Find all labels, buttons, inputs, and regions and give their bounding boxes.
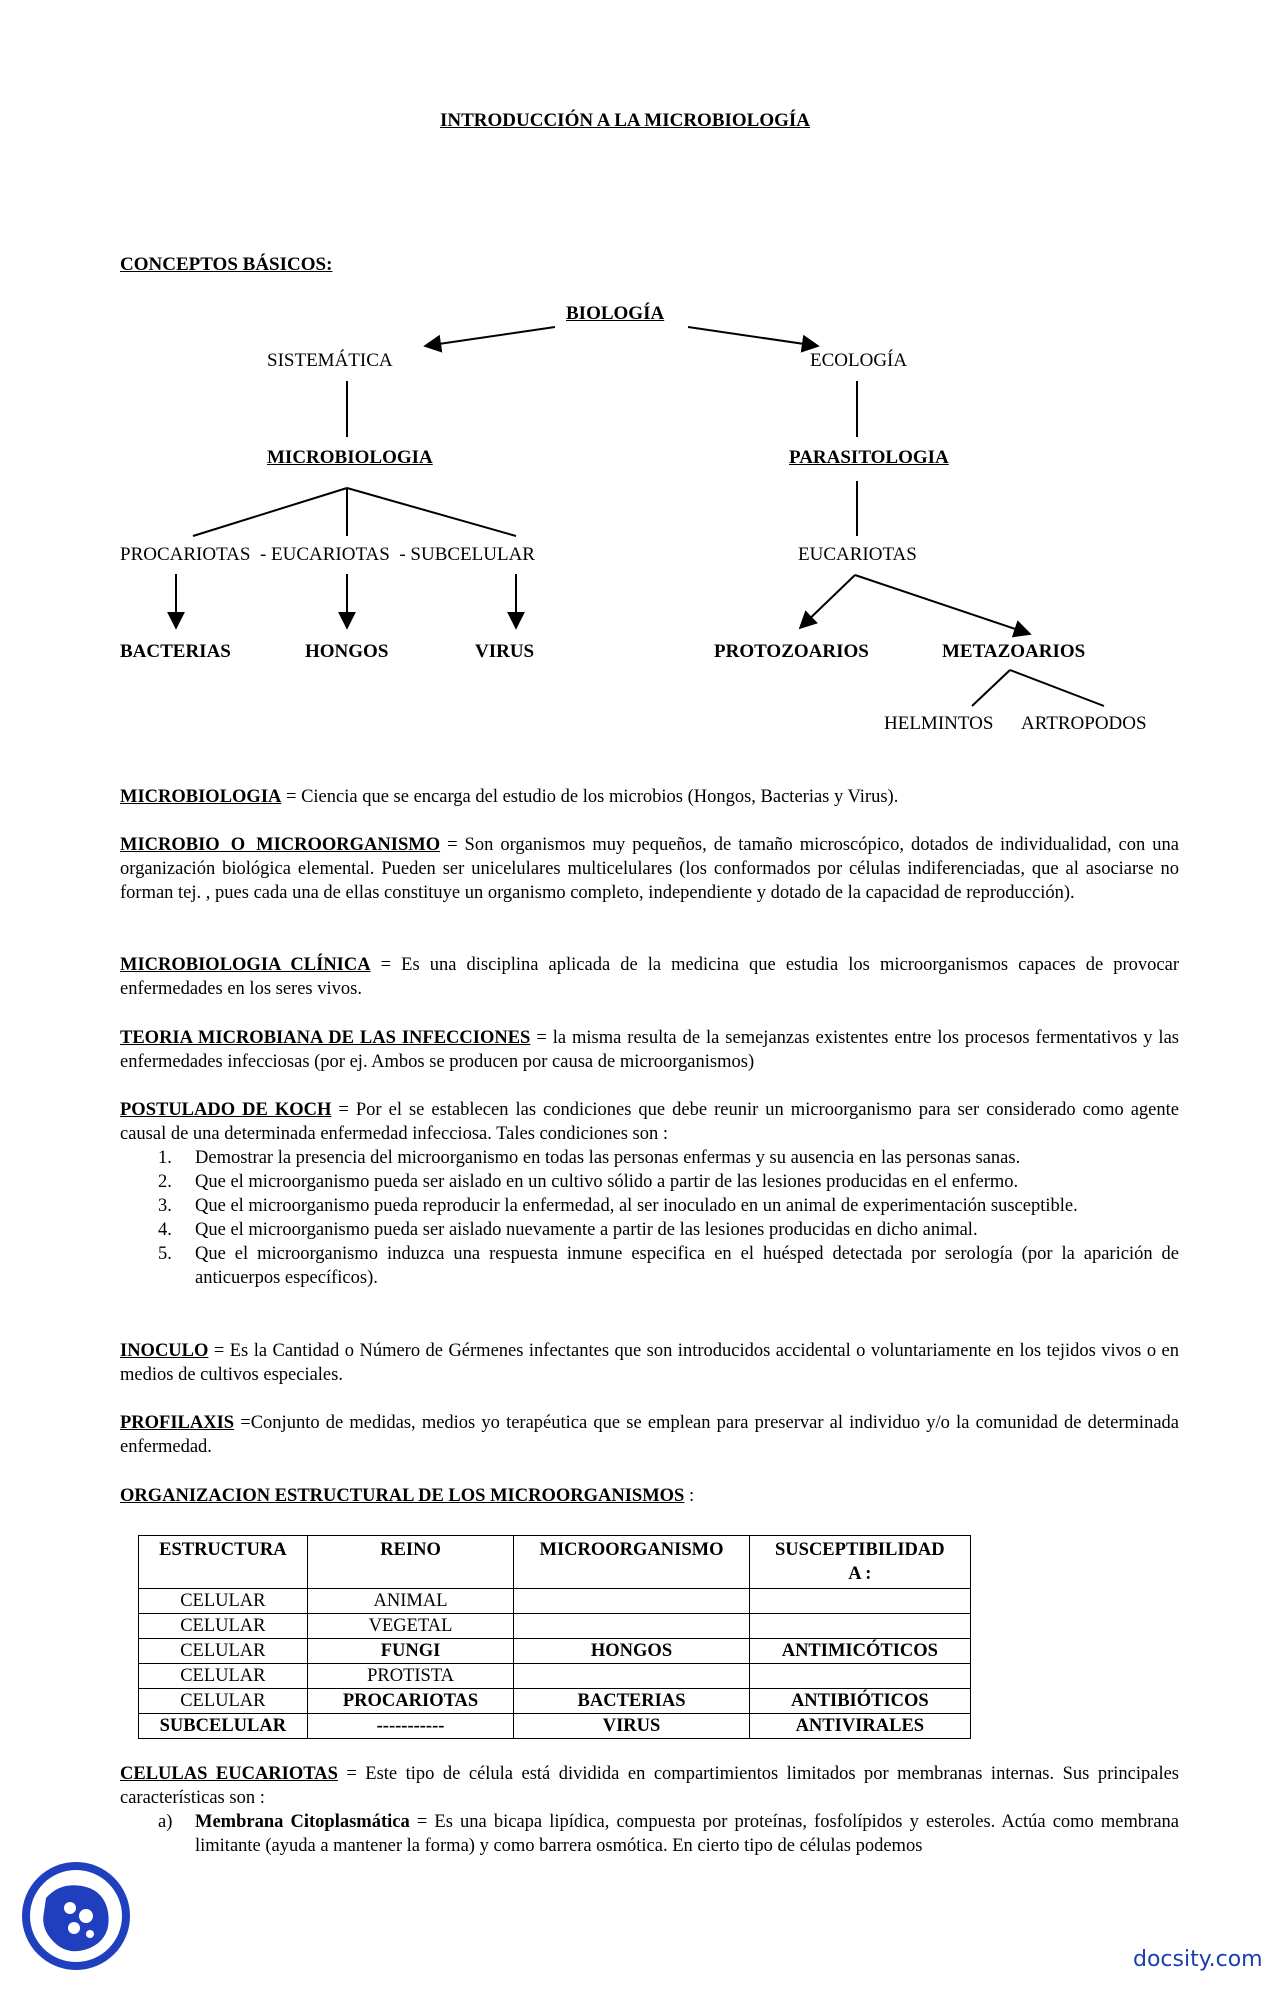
cell: CELULAR: [139, 1664, 308, 1689]
list-text: Que el microorganismo induzca una respuesta inmune especifica en el huésped detectada por serología (por la aparición de anticuerpos específicos).: [195, 1244, 1179, 1288]
org-heading: [120, 1484, 1179, 1508]
arrow-to-ecologia: [688, 327, 818, 346]
line-micro-procariotas: [193, 488, 347, 536]
conceptos-heading: CONCEPTOS BÁSICOS:: [120, 254, 333, 275]
cell: PROCARIOTAS: [307, 1689, 514, 1714]
cell: VEGETAL: [307, 1614, 514, 1639]
list-number: 5.: [158, 1244, 172, 1264]
line-to-artropodos: [1010, 670, 1104, 706]
node-helmintos: HELMINTOS: [884, 713, 994, 734]
line-to-helmintos: [972, 670, 1010, 706]
definition-text: = Es una disciplina aplicada de la medicina que estudia los microorganismos capaces de provocar enfermedades en los seres vivos.: [120, 955, 1179, 999]
term: TEORIA MICROBIANA DE LAS INFECCIONES: [120, 1028, 531, 1048]
cell: SUBCELULAR: [139, 1714, 308, 1739]
cell: FUNGI: [307, 1639, 514, 1664]
col-susceptibilidad-label: SUSCEPTIBILIDAD A :: [775, 1540, 945, 1584]
node-bacterias: BACTERIAS: [120, 641, 231, 662]
table-row: [139, 1614, 971, 1639]
list-text: Que el microorganismo pueda ser aislado nuevamente a partir de las lesiones producidas en dicho animal.: [195, 1220, 978, 1240]
definition-text: = Ciencia que se encarga del estudio de los microbios (Hongos, Bacterias y Virus).: [281, 787, 899, 807]
docsity-logo-icon: [20, 1860, 132, 1972]
cell: [514, 1614, 749, 1639]
cell: [749, 1589, 970, 1614]
definition-text: = la misma resulta de la semejanzas existentes entre los procesos fermentativos y las enfermedades infecciosas (por ej. Ambos se producen por causa de microorganismos): [120, 1028, 1179, 1072]
node-hongos: HONGOS: [305, 641, 389, 662]
cell: ANTIVIRALES: [749, 1714, 970, 1739]
list-number: 3.: [158, 1196, 172, 1216]
table-header-row: [139, 1536, 971, 1589]
list-text: Que el microorganismo pueda ser aislado en un cultivo sólido a partir de las lesiones producidas en el enfermo.: [195, 1172, 1019, 1192]
definition-text: = Es una bicapa lipídica, compuesta por proteínas, fosfolípidos y esteroles. Actúa como membrana limitante (ayuda a mantener la forma) y como barrera osmótica. En cierto tipo de células podemos: [195, 1812, 1179, 1856]
list-number: 2.: [158, 1172, 172, 1192]
list-item: [120, 1194, 1179, 1218]
definition-text: = Son organismos muy pequeños, de tamaño microscópico, dotados de individualidad, con una organización biológica elemental. Pueden ser unicelulares multicelulares (los conformados por células indiferenciadas, que al asociarse no forman tej. , pues cada una de ellas constituye un organismo completo, independiente y dotado de la capacidad de reproducción).: [120, 835, 1179, 903]
term: PROFILAXIS: [120, 1413, 235, 1433]
cell: BACTERIAS: [514, 1689, 749, 1714]
definition-text: =Conjunto de medidas, medios yo terapéutica que se emplean para preservar al individuo y/o la comunidad de determinada enfermedad.: [120, 1413, 1179, 1457]
list-number: 1.: [158, 1148, 172, 1168]
cell: PROTISTA: [307, 1664, 514, 1689]
cell: -----------: [307, 1714, 514, 1739]
definition-celulas-eucariotas: [120, 1762, 1179, 1810]
node-biologia: BIOLOGÍA: [566, 303, 665, 324]
definition-microorganismo: [120, 833, 1179, 905]
node-sistematica: SISTEMÁTICA: [267, 350, 393, 371]
term: POSTULADO DE KOCH: [120, 1100, 332, 1120]
col-estructura: ESTRUCTURA: [139, 1536, 308, 1589]
table-row: [139, 1589, 971, 1614]
term: MICROBIOLOGIA: [120, 787, 282, 807]
definition-text: = Por el se establecen las condiciones que debe reunir un microorganismo para ser considerado como agente causal de una determinada enfermedad infecciosa. Tales condiciones son :: [120, 1100, 1179, 1144]
node-artropodos: ARTROPODOS: [1021, 713, 1147, 734]
cell: HONGOS: [514, 1639, 749, 1664]
cell: [749, 1614, 970, 1639]
list-item: [120, 1170, 1179, 1194]
cell: CELULAR: [139, 1689, 308, 1714]
cell: CELULAR: [139, 1639, 308, 1664]
cell: [514, 1589, 749, 1614]
list-item: [120, 1146, 1179, 1170]
list-text: Demostrar la presencia del microorganismo en todas las personas enfermas y su ausencia en las personas sanas.: [195, 1148, 1021, 1168]
node-eucariotas: EUCARIOTAS: [798, 544, 917, 565]
arrow-to-metazoarios: [855, 575, 1030, 634]
line-micro-subcelular: [347, 488, 516, 536]
node-virus: VIRUS: [475, 641, 535, 662]
arrow-to-protozoarios: [800, 575, 855, 628]
cell: VIRUS: [514, 1714, 749, 1739]
term: Membrana Citoplasmática: [195, 1812, 410, 1832]
cell: ANIMAL: [307, 1589, 514, 1614]
item-membrana: [120, 1810, 1179, 1858]
koch-criteria-list: [120, 1146, 1179, 1290]
node-parasitologia: PARASITOLOGIA: [789, 447, 949, 468]
list-number: 4.: [158, 1220, 172, 1240]
table-row: [139, 1664, 971, 1689]
definition-microbiologia: [120, 785, 1179, 809]
col-reino: REINO: [307, 1536, 514, 1589]
item-letter: a): [158, 1812, 173, 1832]
definition-text: = Este tipo de célula está dividida en compartimientos limitados por membranas internas. Sus principales características son :: [120, 1764, 1180, 1808]
cell: CELULAR: [139, 1614, 308, 1639]
col-microorganismo: MICROORGANISMO: [514, 1536, 749, 1589]
node-protozoarios: PROTOZOARIOS: [714, 641, 869, 662]
definition-profilaxis: [120, 1411, 1179, 1459]
node-micro-children: PROCARIOTAS - EUCARIOTAS - SUBCELULAR: [120, 544, 535, 565]
term: MICROBIO O MICROORGANISMO: [120, 835, 441, 855]
node-microbiologia: MICROBIOLOGIA: [267, 447, 433, 468]
list-item: [120, 1242, 1179, 1290]
cell: ANTIMICÓTICOS: [749, 1639, 970, 1664]
list-text: Que el microorganismo pueda reproducir la enfermedad, al ser inoculado en un animal de experimentación susceptible.: [195, 1196, 1078, 1216]
cell: [749, 1664, 970, 1689]
cell: [514, 1664, 749, 1689]
document-title: INTRODUCCIÓN A LA MICROBIOLOGÍA: [440, 110, 811, 131]
table-row: [139, 1714, 971, 1739]
definition-text: = Es la Cantidad o Número de Gérmenes infectantes que son introducidos accidental o voluntariamente en los tejidos vivos o en medios de cultivos especiales.: [120, 1341, 1179, 1385]
term: INOCULO: [120, 1341, 209, 1361]
cell: CELULAR: [139, 1589, 308, 1614]
term: MICROBIOLOGIA CLÍNICA: [120, 955, 371, 975]
col-susceptibilidad: [749, 1536, 970, 1589]
cell: ANTIBIÓTICOS: [749, 1689, 970, 1714]
organization-table: [138, 1535, 971, 1739]
node-ecologia: ECOLOGÍA: [810, 350, 908, 371]
definition-microbiologia-clinica: [120, 953, 1179, 1001]
arrow-to-sistematica: [425, 327, 555, 346]
definition-postulado-koch: [120, 1098, 1179, 1146]
definition-inoculo: [120, 1339, 1179, 1387]
org-heading-suffix: :: [684, 1486, 695, 1506]
node-metazoarios: METAZOARIOS: [942, 641, 1086, 662]
table-row: [139, 1639, 971, 1664]
list-item: [120, 1218, 1179, 1242]
term: CELULAS EUCARIOTAS: [120, 1764, 338, 1784]
org-heading-title: ORGANIZACION ESTRUCTURAL DE LOS MICROORGANISMOS: [120, 1486, 685, 1506]
definition-teoria-microbiana: [120, 1026, 1179, 1074]
docsity-watermark: docsity.com: [1133, 1947, 1263, 1972]
table-row: [139, 1689, 971, 1714]
